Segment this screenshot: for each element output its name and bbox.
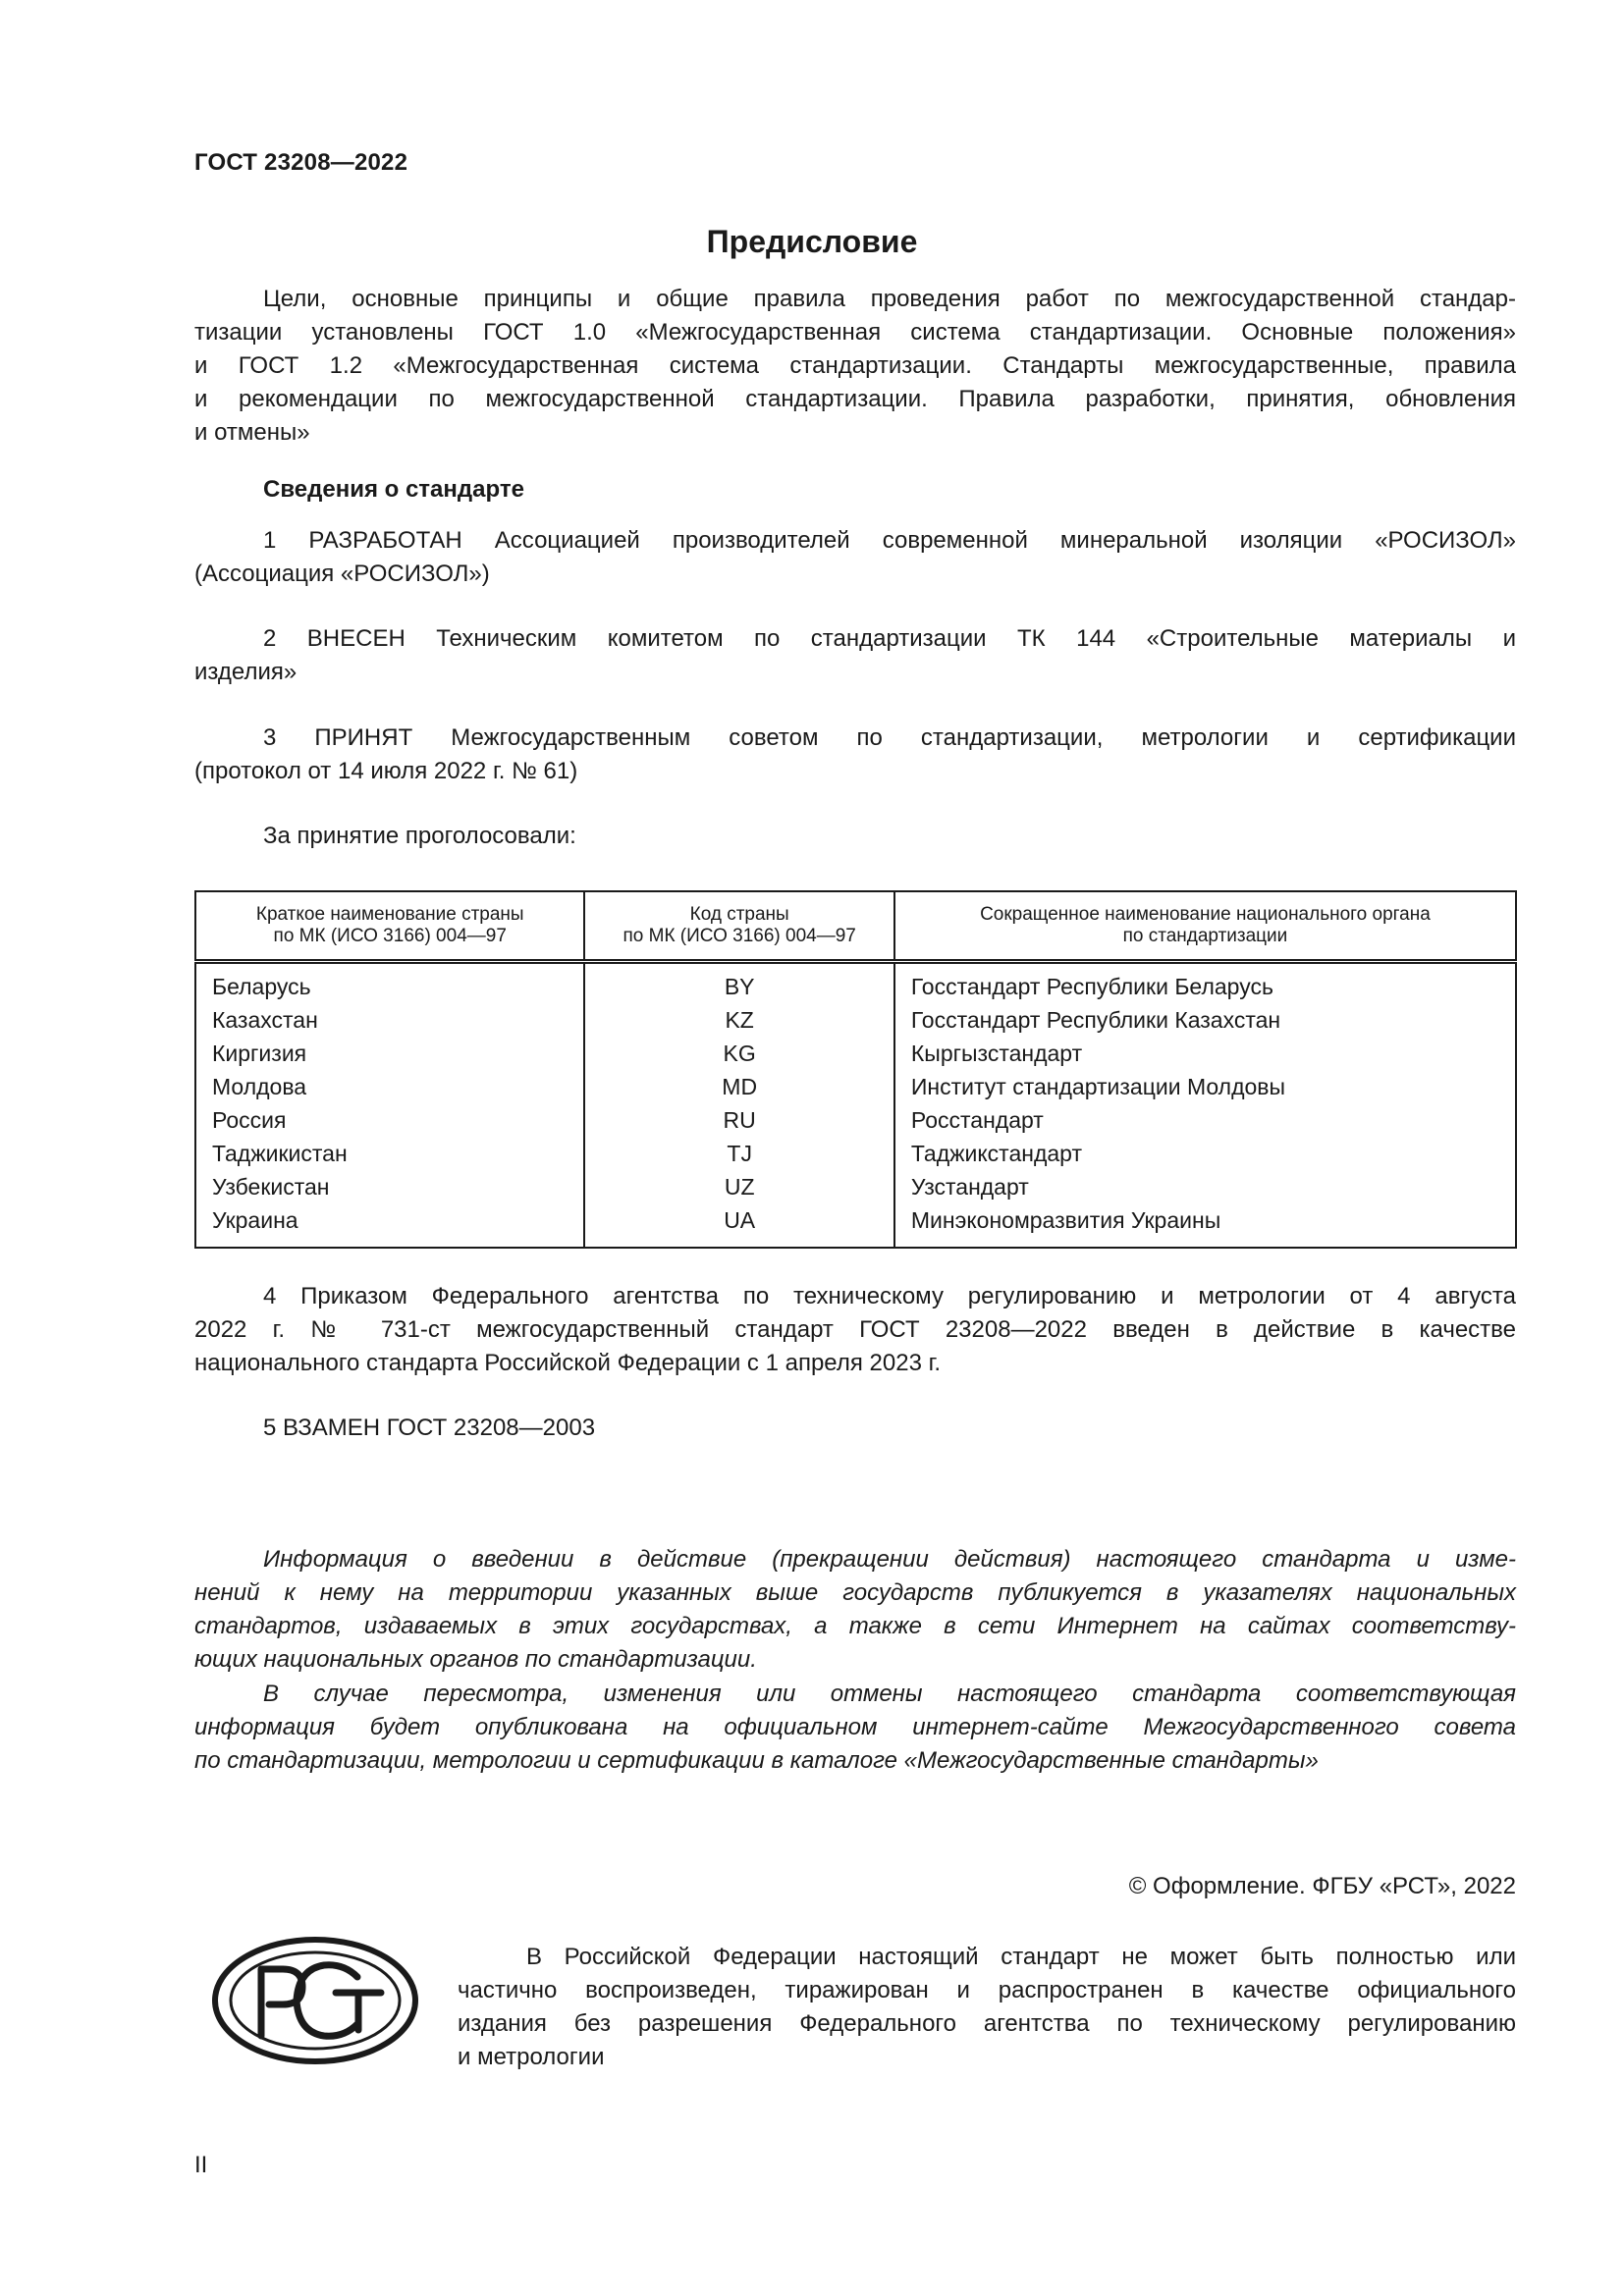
info-paragraph-1: [194, 1543, 1516, 1677]
info-line: по стандартизации, метрологии и сертификации в каталоге «Межгосударственные стандарты»: [194, 1747, 1319, 1774]
info-line: В случае пересмотра, изменения или отмены настоящего стандарта соответствующая: [263, 1681, 1516, 1707]
body-cell: Минэкономразвития Украины: [894, 1203, 1516, 1248]
code-cell: RU: [584, 1103, 893, 1137]
document-code: ГОСТ 23208—2022: [194, 149, 408, 176]
body-cell: Кыргызстандарт: [894, 1037, 1516, 1070]
code-cell: TJ: [584, 1137, 893, 1170]
column-header-body: [894, 891, 1516, 962]
info-line: стандартов, издаваемых в этих государствах, а также в сети Интернет на сайтах соответству-: [194, 1613, 1516, 1639]
country-cell: Россия: [195, 1103, 584, 1137]
notice-line: и метрологии: [458, 2044, 605, 2070]
rst-logo-icon: [210, 1934, 420, 2072]
item-line: (протокол от 14 июля 2022 г. № 61): [194, 758, 578, 784]
item-line: (Ассоциация «РОСИЗОЛ»): [194, 561, 490, 587]
intro-line: и ГОСТ 1.2 «Межгосударственная система стандартизации. Стандарты межгосударственные, правила: [194, 352, 1516, 379]
info-line: Информация о введении в действие (прекращении действия) настоящего стандарта и изме-: [263, 1546, 1516, 1573]
item-line: национального стандарта Российской Федерации с 1 апреля 2023 г.: [194, 1350, 942, 1376]
body-cell: Таджикстандарт: [894, 1137, 1516, 1170]
header-line: по стандартизации: [1122, 926, 1288, 946]
header-line: по МК (ИСО 3166) 004—97: [623, 926, 856, 946]
section-heading: Сведения о стандарте: [263, 476, 524, 503]
item-line: 4 Приказом Федерального агентства по техническому регулированию и метрологии от 4 августа: [263, 1283, 1516, 1309]
column-header-country: [195, 891, 584, 962]
item-line: 1 РАЗРАБОТАН Ассоциацией производителей современной минеральной изоляции «РОСИЗОЛ»: [263, 527, 1516, 554]
column-header-code: [584, 891, 893, 962]
info-line: нений к нему на территории указанных выше государств публикуется в указателях национальных: [194, 1579, 1516, 1606]
code-cell: KZ: [584, 1003, 893, 1037]
intro-paragraph: [194, 283, 1516, 450]
table-row: [195, 1103, 1516, 1137]
notice-line: частично воспроизведен, тиражирован и распространен в качестве официального: [458, 1977, 1516, 2003]
item-line: 2022 г. № 731-ст межгосударственный стандарт ГОСТ 23208—2022 введен в действие в качестве: [194, 1316, 1516, 1343]
country-cell: Киргизия: [195, 1037, 584, 1070]
copyright-notice: [458, 1941, 1516, 2074]
code-cell: BY: [584, 962, 893, 1004]
country-cell: Беларусь: [195, 962, 584, 1004]
country-cell: Таджикистан: [195, 1137, 584, 1170]
intro-line: Цели, основные принципы и общие правила проведения работ по межгосударственной стандар-: [263, 286, 1516, 312]
body-cell: Узстандарт: [894, 1170, 1516, 1203]
intro-line: тизации установлены ГОСТ 1.0 «Межгосударственная система стандартизации. Основные положения»: [194, 319, 1516, 346]
item-3: [194, 721, 1516, 788]
body-cell: Росстандарт: [894, 1103, 1516, 1137]
voting-table: [194, 890, 1517, 1249]
table-row: [195, 1037, 1516, 1070]
code-cell: KG: [584, 1037, 893, 1070]
page-number: II: [194, 2152, 208, 2178]
table-row: [195, 1170, 1516, 1203]
table-row: [195, 1203, 1516, 1248]
item-1: [194, 524, 1516, 591]
country-cell: Казахстан: [195, 1003, 584, 1037]
body-cell: Госстандарт Республики Казахстан: [894, 1003, 1516, 1037]
item-line: 2 ВНЕСЕН Техническим комитетом по стандартизации ТК 144 «Строительные материалы и: [263, 625, 1516, 652]
country-cell: Украина: [195, 1203, 584, 1248]
info-line: ющих национальных органов по стандартизации.: [194, 1646, 757, 1673]
table-header-row: [195, 891, 1516, 962]
table-row: [195, 1070, 1516, 1103]
item-2: [194, 622, 1516, 689]
notice-line: В Российской Федерации настоящий стандарт не может быть полностью или: [526, 1944, 1516, 1970]
body-cell: Госстандарт Республики Беларусь: [894, 962, 1516, 1004]
notice-line: издания без разрешения Федерального агентства по техническому регулированию: [458, 2010, 1516, 2037]
intro-line: и отмены»: [194, 419, 310, 446]
header-line: Сокращенное наименование национального органа: [980, 904, 1431, 925]
country-cell: Узбекистан: [195, 1170, 584, 1203]
code-cell: MD: [584, 1070, 893, 1103]
country-cell: Молдова: [195, 1070, 584, 1103]
item-line: 3 ПРИНЯТ Межгосударственным советом по стандартизации, метрологии и сертификации: [263, 724, 1516, 751]
code-cell: UA: [584, 1203, 893, 1248]
page-title: Предисловие: [706, 224, 918, 259]
item-line: изделия»: [194, 659, 298, 685]
voted-label: За принятие проголосовали:: [263, 823, 576, 849]
intro-line: и рекомендации по межгосударственной стандартизации. Правила разработки, принятия, обновления: [194, 386, 1516, 412]
table-row: [195, 962, 1516, 1004]
code-cell: UZ: [584, 1170, 893, 1203]
body-cell: Институт стандартизации Молдовы: [894, 1070, 1516, 1103]
header-line: Краткое наименование страны: [255, 904, 524, 925]
table-row: [195, 1003, 1516, 1037]
item-4: [194, 1280, 1516, 1380]
info-paragraph-2: [194, 1678, 1516, 1778]
copyright: © Оформление. ФГБУ «РСТ», 2022: [1128, 1873, 1516, 1899]
header-line: Код страны: [689, 904, 789, 925]
table-row: [195, 1137, 1516, 1170]
item-5: 5 ВЗАМЕН ГОСТ 23208—2003: [263, 1415, 596, 1441]
header-line: по МК (ИСО 3166) 004—97: [273, 926, 507, 946]
info-line: информация будет опубликована на официальном интернет-сайте Межгосударственного совета: [194, 1714, 1516, 1740]
